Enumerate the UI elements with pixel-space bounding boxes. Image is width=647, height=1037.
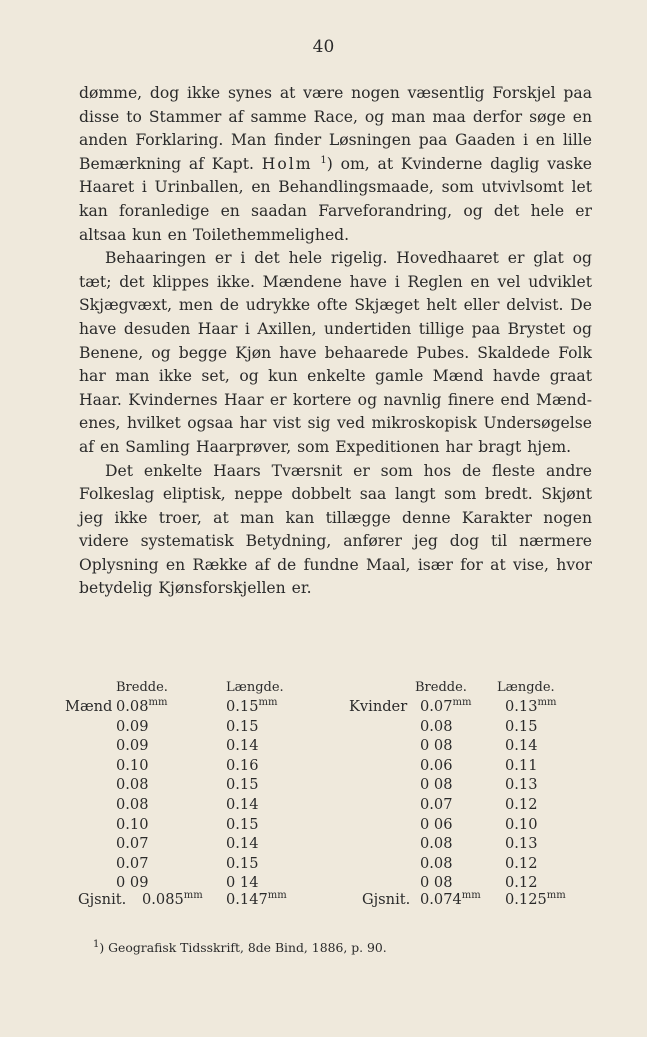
men-avg-label: Gjsnit. — [78, 891, 127, 908]
header-men-laengde: Længde. — [226, 680, 284, 695]
women-bredde-column — [420, 697, 471, 893]
table-cell: $0.07^{mm}$ — [420, 697, 472, 715]
table-cell: 0.15 — [226, 776, 259, 794]
unit-sup: mm — [258, 697, 278, 709]
women-avg-laengde: $0.125^{mm}$ — [505, 890, 566, 908]
table-cell: 0.08 — [420, 854, 453, 872]
table-cell: 0.12 — [505, 854, 538, 872]
table-cell: 0.10 — [116, 815, 149, 833]
women-avg-label: Gjsnit. — [362, 891, 411, 908]
table-cell: 0.13 — [505, 776, 538, 794]
women-avg-bredde: $0.074^{mm}$ — [420, 890, 481, 908]
table-cell: 0.07 — [116, 835, 149, 853]
table-cell: 0.08 — [116, 776, 149, 794]
unit-sup: mm — [148, 697, 168, 709]
table-cell: 0.15 — [226, 717, 259, 735]
paragraph-1: dømme, dog ikke synes at være nogen væsentlig Forskjel paa disse to Stammer af samme Race, og man maa derfor søge en anden Forklaring. Man finder Løsningen paa Gaaden i en lille Bemærkning af Kapt. Holm $^1$) om, at Kvinderne daglig vaske Haaret i Urinballen, en Behandlingsmaade, som utvivlsomt let kan foranledige en saadan Farveforandring, og det hele er altsaa kun en Toilethemmelighed. — [79, 84, 592, 244]
page-number: 40 — [312, 37, 335, 57]
men-laengde-column — [226, 697, 277, 893]
table-cell: 0.07 — [116, 854, 149, 872]
table-cell: 0.09 — [116, 737, 149, 755]
table-cell: 0.08 — [420, 835, 453, 853]
table-cell: 0 08 — [420, 737, 453, 755]
table-cell: 0.12 — [505, 874, 538, 892]
men-bredde-column — [116, 697, 167, 893]
footnote-text: ) Geografisk Tidsskrift, 8de Bind, 1886, p. 90. — [99, 940, 387, 955]
table-cell: 0.14 — [505, 737, 538, 755]
footnote-marker: 1 — [93, 938, 100, 950]
table-cell: 0 14 — [226, 874, 259, 892]
unit-sup: mm — [452, 697, 472, 709]
table-cell: 0.10 — [116, 756, 149, 774]
table-cell: 0.09 — [116, 717, 149, 735]
table-cell: 0.14 — [226, 835, 259, 853]
men-avg-laengde: $0.147^{mm}$ — [226, 890, 287, 908]
table-cell: 0.07 — [420, 795, 453, 813]
table-cell: 0.15 — [226, 815, 259, 833]
header-men-bredde: Bredde. — [116, 680, 168, 695]
table-cell: 0 08 — [420, 776, 453, 794]
header-women-laengde: Længde. — [497, 680, 555, 695]
table-cell: 0 09 — [116, 874, 149, 892]
table-cell: 0.06 — [420, 756, 453, 774]
table-cell: 0 06 — [420, 815, 453, 833]
unit-sup: mm — [537, 697, 557, 709]
table-cell: 0.14 — [226, 795, 259, 813]
header-women-bredde: Bredde. — [415, 680, 467, 695]
women-label: Kvinder — [349, 698, 408, 715]
women-laengde-column — [505, 697, 556, 893]
table-cell: 0.11 — [505, 756, 538, 774]
table-cell: 0.12 — [505, 795, 538, 813]
table-cell: 0.08 — [420, 717, 453, 735]
table-cell: $0.13^{mm}$ — [505, 697, 557, 715]
table-cell: 0.13 — [505, 835, 538, 853]
footnote-ref[interactable]: 1 — [320, 154, 327, 166]
table-cell: 0.15 — [505, 717, 538, 735]
paragraph-2: Behaaringen er i det hele rigelig. Hovedhaaret er glat og tæt; det klippes ikke. Mændene have i Reglen en vel udviklet Skjægvæxt, men de udrykke ofte Skjæget helt eller delvist. De have desuden Haar i Axillen, undertiden tillige paa Brystet og Benene, og begge Kjøn have behaarede Pubes. Skaldede Folk har man ikke set, og kun enkelte gamle Mænd havde graat Haar. Kvindernes Haar er kortere og navnlig finere end Mændenes, hvilket ogsaa har vist sig ved mikroskopisk Undersøgelse af en Samling Haarprøver, som Expeditionen har bragt hjem. — [79, 249, 592, 456]
table-cell: $0.15^{mm}$ — [226, 697, 278, 715]
table-cell: $0.08^{mm}$ — [116, 697, 168, 715]
author-name: Holm — [261, 154, 313, 173]
table-cell: 0 08 — [420, 874, 453, 892]
table-cell: 0.10 — [505, 815, 538, 833]
men-label: Mænd — [65, 698, 113, 715]
table-cell: 0.08 — [116, 795, 149, 813]
table-cell: 0.15 — [226, 854, 259, 872]
body-text — [79, 82, 592, 601]
footnote — [93, 940, 593, 955]
men-avg-bredde: $0.085^{mm}$ — [142, 890, 203, 908]
paragraph-3: Det enkelte Haars Tværsnit er som hos de fleste andre Folkeslag eliptisk, neppe dobbelt saa langt som bredt. Skjønt jeg ikke troer, at man kan tillægge denne Karakter nogen videre systematisk Betydning, anfører jeg dog til nærmere Oplysning en Række af de fundne Maal, især for at vise, hvor betydelig Kjønsforskjellen er. — [79, 461, 592, 598]
table-cell: 0.16 — [226, 756, 259, 774]
table-cell: 0.14 — [226, 737, 259, 755]
